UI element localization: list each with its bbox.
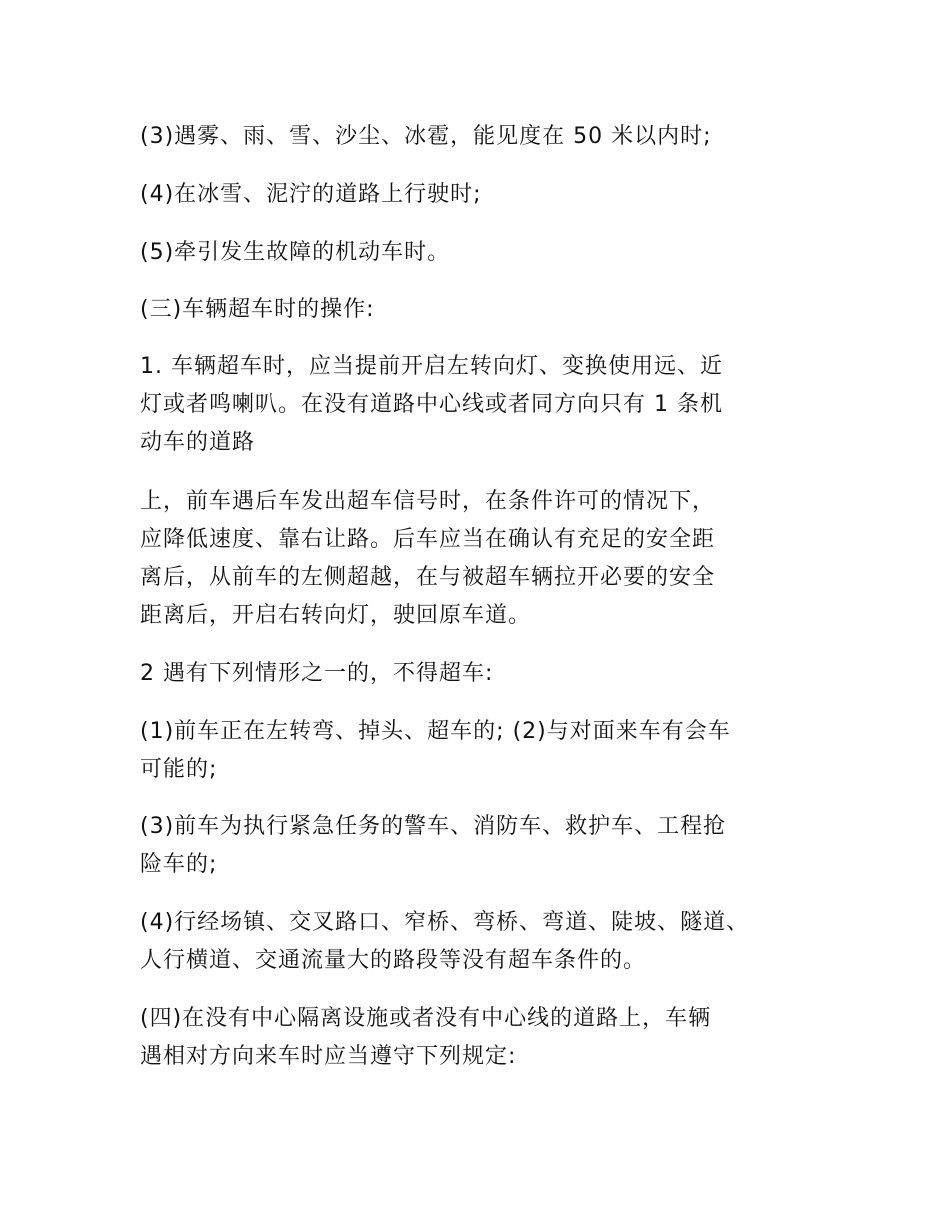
text-line: 可能的;	[140, 757, 218, 782]
text-line: (4)在冰雪、泥泞的道路上行驶时;	[140, 182, 482, 207]
text-line: (5)牵引发生故障的机动车时。	[140, 240, 451, 265]
text-line: (四)在没有中心隔离设施或者没有中心线的道路上，车辆	[140, 1006, 712, 1031]
text-line: 应降低速度、靠右让路。后车应当在确认有充足的安全距	[140, 527, 716, 552]
text-line: 距离后，开启右转向灯，驶回原车道。	[140, 603, 532, 628]
text-line: 险车的;	[140, 852, 218, 877]
paragraph-emergency-vehicles	[140, 808, 830, 884]
text-line: 1. 车辆超车时，应当提前开启左转向灯、变换使用远、近	[140, 354, 723, 379]
paragraph-no-overtake-intro	[140, 655, 830, 693]
text-line: 上，前车遇后车发出超车信号时，在条件许可的情况下，	[140, 489, 716, 514]
text-line: 动车的道路	[140, 430, 256, 455]
paragraph-front-vehicle-yield	[140, 483, 830, 635]
text-line: 人行横道、交通流量大的路段等没有超车条件的。	[140, 948, 647, 973]
text-line: (3)前车为执行紧急任务的警车、消防车、救护车、工程抢	[140, 814, 727, 839]
paragraph-ice-mud-road	[140, 176, 830, 214]
text-line: (三)车辆超车时的操作:	[140, 297, 375, 322]
paragraph-overtake-signal	[140, 348, 830, 462]
text-line: 离后，从前车的左侧超越，在与被超车辆拉开必要的安全	[140, 565, 716, 590]
text-line: (3)遇雾、雨、雪、沙尘、冰雹，能见度在 50 米以内时;	[140, 124, 712, 149]
paragraph-towing	[140, 234, 830, 272]
text-line: (4)行经场镇、交叉路口、窄桥、弯桥、弯道、陡坡、隧道、	[140, 910, 750, 935]
text-line: 2 遇有下列情形之一的，不得超车:	[140, 661, 494, 686]
paragraph-turning-oncoming	[140, 713, 830, 789]
section-heading-oncoming-traffic	[140, 1000, 830, 1076]
paragraph-no-overtake-locations	[140, 904, 830, 980]
text-line: 灯或者鸣喇叭。在没有道路中心线或者同方向只有 1 条机	[140, 392, 723, 417]
text-line: (1)前车正在左转弯、掉头、超车的; (2)与对面来车有会车	[140, 719, 731, 744]
section-heading-overtaking	[140, 291, 830, 329]
paragraph-fog-visibility	[140, 118, 830, 156]
text-line: 遇相对方向来车时应当遵守下列规定:	[140, 1044, 517, 1069]
